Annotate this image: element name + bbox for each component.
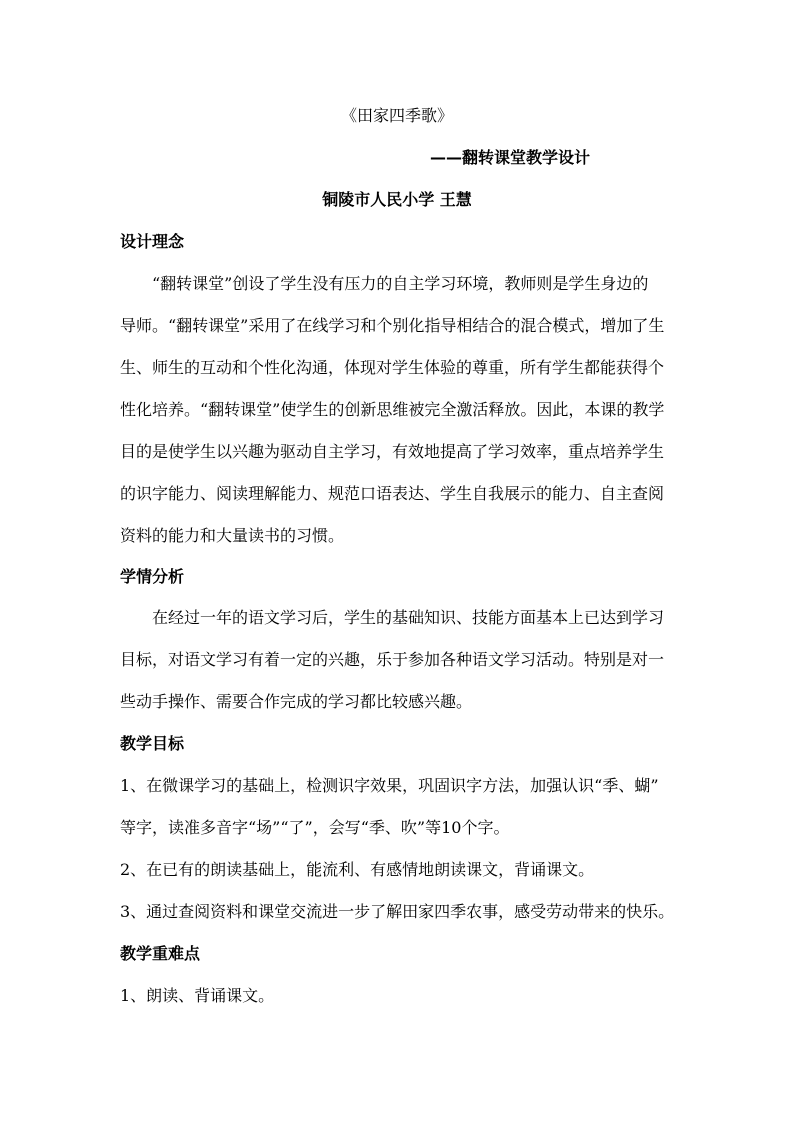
analysis-line: 目标，对语文学习有着一定的兴趣，乐于参加各种语文学习活动。特别是对一 bbox=[120, 650, 665, 669]
concept-line: 生、师生的互动和个性化沟通，体现对学生体验的尊重，所有学生都能获得个 bbox=[120, 358, 665, 377]
concept-line: 性化培养。“翻转课堂”使学生的创新思维被完全激活释放。因此，本课的教学 bbox=[120, 400, 665, 419]
concept-line: “翻转课堂”创设了学生没有压力的自主学习环境，教师则是学生身边的 bbox=[152, 274, 649, 293]
concept-line: 导师。“翻转课堂”采用了在线学习和个别化指导相结合的混合模式，增加了生 bbox=[120, 316, 665, 335]
section-heading-key-points: 教学重难点 bbox=[120, 944, 201, 963]
analysis-line: 在经过一年的语文学习后，学生的基础知识、技能方面基本上已达到学习 bbox=[152, 608, 665, 627]
analysis-line: 些动手操作、需要合作完成的学习都比较感兴趣。 bbox=[120, 692, 473, 711]
document-title: 《田家四季歌》 bbox=[340, 106, 453, 125]
document-subtitle: ——翻转课堂教学设计 bbox=[430, 148, 591, 167]
concept-line: 目的是使学生以兴趣为驱动自主学习，有效地提高了学习效率，重点培养学生 bbox=[120, 442, 665, 461]
section-heading-concept: 设计理念 bbox=[120, 232, 185, 251]
document-author: 铜陵市人民小学 王慧 bbox=[322, 190, 472, 209]
goals-line: 2、在已有的朗读基础上，能流利、有感情地朗读课文，背诵课文。 bbox=[120, 860, 595, 879]
key-points-line: 1、朗读、背诵课文。 bbox=[120, 986, 275, 1005]
goals-line: 3、通过查阅资料和课堂交流进一步了解田家四季农事，感受劳动带来的快乐。 bbox=[120, 902, 675, 921]
goals-line: 等字，读准多音字“场”“了”，会写“季、吹”等10个字。 bbox=[120, 818, 510, 837]
goals-line: 1、在微课学习的基础上，检测识字效果，巩固识字方法，加强认识“季、蝴” bbox=[120, 776, 659, 795]
concept-line: 资料的能力和大量读书的习惯。 bbox=[120, 526, 345, 545]
concept-line: 的识字能力、阅读理解能力、规范口语表达、学生自我展示的能力、自主查阅 bbox=[120, 484, 665, 503]
section-heading-goals: 教学目标 bbox=[120, 734, 185, 753]
section-heading-analysis: 学情分析 bbox=[120, 567, 185, 586]
